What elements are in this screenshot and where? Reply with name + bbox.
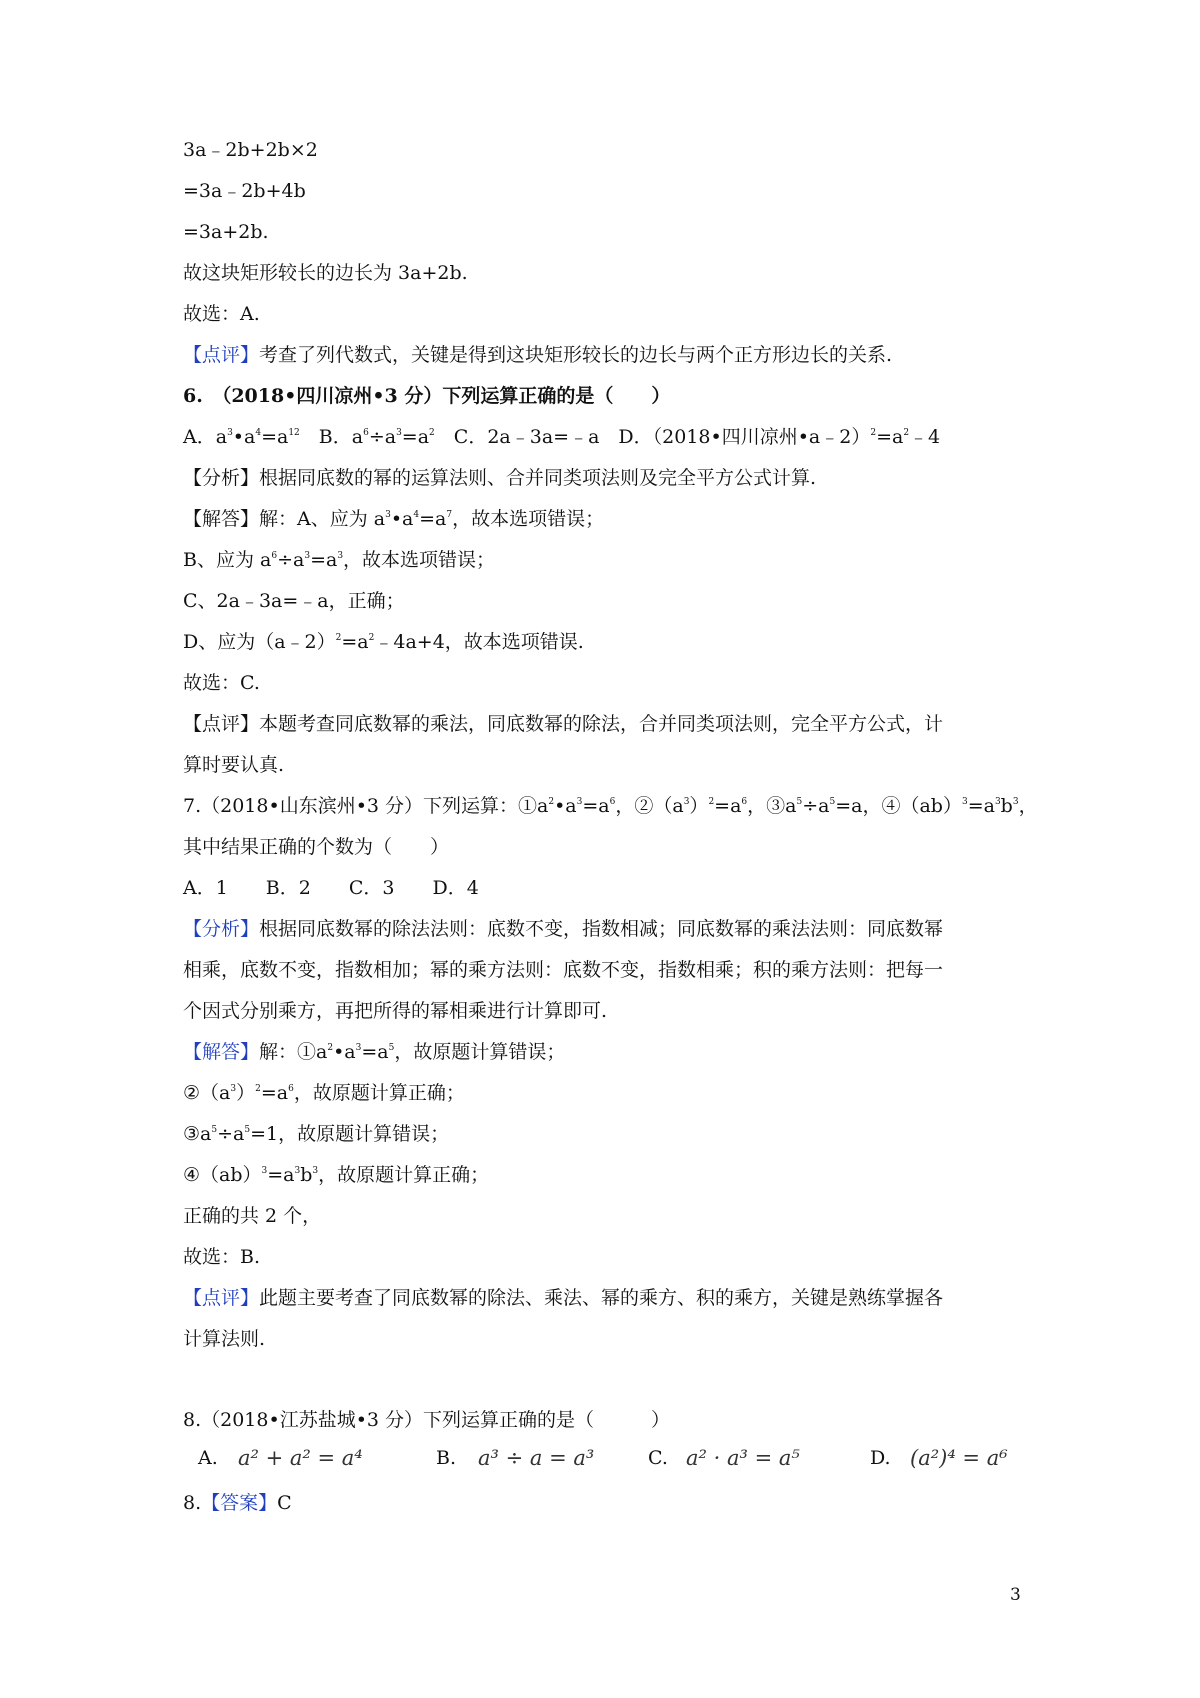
sup: 2 xyxy=(255,1084,261,1094)
q7-choice: 故选：B. xyxy=(183,1246,261,1268)
q6-solution-b xyxy=(183,547,495,573)
text: =a xyxy=(582,795,610,817)
sup: 3 xyxy=(227,428,233,438)
text: 根据同底数幂的除法法则：底数不变，指数相减；同底数幂的乘法法则：同底数幂 xyxy=(259,918,944,940)
sup: 3 xyxy=(294,1166,301,1176)
sup: 3 xyxy=(1012,797,1019,807)
comment-tag: 【点评】 xyxy=(183,1287,260,1309)
sup: 3 xyxy=(312,1166,319,1176)
q7-solution-2 xyxy=(183,1080,465,1106)
question-6-options xyxy=(183,424,940,450)
sup: 5 xyxy=(211,1125,218,1135)
sup: 12 xyxy=(288,428,300,438)
text: ，故本选项错误； xyxy=(452,508,605,530)
question-7-title xyxy=(183,793,1038,819)
text: =1，故原题计算错误； xyxy=(250,1123,450,1145)
text: =a，④（ab） xyxy=(835,795,962,817)
text: ，故原题计算正确； xyxy=(293,1082,465,1104)
text: =a xyxy=(341,631,369,653)
sup: 2 xyxy=(429,428,435,438)
answer-number: 8. xyxy=(183,1492,202,1514)
q6-choice: 故选：C. xyxy=(183,672,260,694)
text: ﹣4a+4，故本选项错误. xyxy=(374,631,584,653)
calc-line-1: 3a﹣2b+2b×2 xyxy=(183,139,318,161)
text: ，故原题计算正确； xyxy=(318,1164,490,1186)
q6-opt-b: B．a xyxy=(299,426,364,448)
q6-opt-b-mid: ÷a xyxy=(368,426,397,448)
sup: 3 xyxy=(355,1043,362,1053)
text: ÷a xyxy=(802,795,830,817)
text: ） xyxy=(689,795,709,817)
text: ÷a xyxy=(217,1123,245,1145)
sup: 5 xyxy=(244,1125,251,1135)
q8-opt-a-label: A. xyxy=(198,1447,218,1469)
q7-solution-4 xyxy=(183,1162,489,1188)
q6-comment-1: 【点评】本题考查同底数幂的乘法，同底数幂的除法，合并同类项法则，完全平方公式，计 xyxy=(183,713,944,735)
q6-solution-c: C、2a﹣3a=﹣a，正确； xyxy=(183,590,405,612)
answer-tag: 【答案】 xyxy=(201,1492,278,1514)
sup: 3 xyxy=(961,797,968,807)
comment-text: 考查了列代数式，关键是得到这块矩形较长的边长与两个正方形边长的关系. xyxy=(259,344,893,366)
text: •a xyxy=(390,508,414,530)
text: ④（ab） xyxy=(183,1164,262,1186)
text: b xyxy=(1000,795,1013,817)
text: =a xyxy=(260,1082,289,1104)
question-7-options: A．1 B．2 C．3 D．4 xyxy=(183,877,479,899)
text: ，故本选项错误； xyxy=(343,549,496,571)
text: B、应为 a xyxy=(183,549,272,571)
sup: 3 xyxy=(304,551,311,561)
text: ， xyxy=(1018,795,1038,817)
q7-solution-3 xyxy=(183,1121,449,1147)
q8-opt-c-expr: a² · a³ = a⁵ xyxy=(686,1446,800,1470)
q6-opt-d: D．（2018•四川凉州•a﹣2） xyxy=(618,426,871,448)
sup: 6 xyxy=(271,551,278,561)
calc-line-2: =3a﹣2b+4b xyxy=(183,180,306,202)
q8-opt-b-expr: a³ ÷ a = a³ xyxy=(478,1446,595,1470)
sup: 2 xyxy=(327,1043,334,1053)
text: ） xyxy=(236,1082,256,1104)
text: =a xyxy=(361,1041,389,1063)
sup: 3 xyxy=(994,797,1001,807)
text: D、应为（a﹣2） xyxy=(183,631,336,653)
sup: 6 xyxy=(288,1084,294,1094)
question-7-line2: 其中结果正确的个数为（ ） xyxy=(183,836,450,858)
sup: 2 xyxy=(335,633,342,643)
sup: 2 xyxy=(870,428,877,438)
q7-analysis-1 xyxy=(183,916,943,942)
text: 解：①a xyxy=(259,1041,328,1063)
sup: 3 xyxy=(683,797,690,807)
q7-comment-1 xyxy=(183,1285,943,1311)
sup: 2 xyxy=(548,797,555,807)
text: =a xyxy=(967,795,995,817)
text: 7.（2018•山东滨州•3 分）下列运算：①a xyxy=(183,795,549,817)
text: •a xyxy=(333,1041,356,1063)
sup: 5 xyxy=(796,797,803,807)
text: 此题主要考查了同底数幂的除法、乘法、幂的乘方、积的乘方，关键是熟练掌握各 xyxy=(259,1287,944,1309)
q6-analysis: 【分析】根据同底数的幂的运算法则、合并同类项法则及完全平方公式计算. xyxy=(183,467,817,489)
text: ③a xyxy=(183,1123,212,1145)
text: =a xyxy=(310,549,338,571)
text: =a xyxy=(267,1164,295,1186)
q8-opt-b-label: B. xyxy=(436,1447,457,1469)
sup: 3 xyxy=(337,551,344,561)
question-6-title xyxy=(183,383,670,409)
sup: 3 xyxy=(230,1084,237,1094)
q6-opt-b-eq: =a xyxy=(401,426,430,448)
text: b xyxy=(300,1164,313,1186)
question-8-title: 8.（2018•江苏盐城•3 分）下列运算正确的是（ ） xyxy=(183,1409,671,1431)
q8-opt-c-label: C. xyxy=(648,1447,668,1469)
text: ÷a xyxy=(277,549,305,571)
q8-opt-a-expr: a² + a² = a⁴ xyxy=(238,1446,363,1470)
text: =a xyxy=(714,795,742,817)
sup: 4 xyxy=(413,510,420,520)
sup: 6 xyxy=(363,428,369,438)
page-number: 3 xyxy=(1010,1585,1021,1605)
q7-count: 正确的共 2 个， xyxy=(183,1205,322,1227)
q6-opt-a: A．a xyxy=(183,426,228,448)
text: ，③a xyxy=(747,795,797,817)
analysis-tag: 【分析】 xyxy=(183,918,260,940)
q7-comment-2: 计算法则. xyxy=(183,1328,266,1350)
sup: 3 xyxy=(261,1166,268,1176)
q7-analysis-3: 个因式分别乘方，再把所得的幂相乘进行计算即可. xyxy=(183,1000,608,1022)
text: =a xyxy=(419,508,447,530)
sup: 6 xyxy=(609,797,616,807)
q6-comment-2: 算时要认真. xyxy=(183,754,285,776)
q7-analysis-2: 相乘，底数不变，指数相加；幂的乘方法则：底数不变，指数相乘；积的乘方法则：把每一 xyxy=(183,959,944,981)
text: •a xyxy=(554,795,577,817)
sup: 5 xyxy=(829,797,836,807)
q8-opt-d-label: D. xyxy=(870,1447,891,1469)
q6-opt-c: C．2a﹣3a=﹣a xyxy=(434,426,619,448)
sup: 2 xyxy=(708,797,715,807)
sup: 3 xyxy=(385,510,391,520)
sup: 6 xyxy=(741,797,748,807)
q8-opt-d-expr: (a²)⁴ = a⁶ xyxy=(910,1446,1008,1470)
text: 【解答】解：A、应为 a xyxy=(183,508,386,530)
sup: 3 xyxy=(396,428,402,438)
text: ，故原题计算错误； xyxy=(394,1041,566,1063)
sup: 2 xyxy=(368,633,375,643)
solution-tag: 【解答】 xyxy=(183,1041,260,1063)
sup: 5 xyxy=(388,1043,395,1053)
q8-answer xyxy=(183,1490,292,1516)
sup: 3 xyxy=(576,797,583,807)
text: ，②（a xyxy=(615,795,684,817)
conclusion-line: 故这块矩形较长的边长为 3a+2b. xyxy=(183,262,468,284)
q6-solution-d xyxy=(183,629,584,655)
q6-solution-a xyxy=(183,506,604,532)
comment-tag: 【点评】 xyxy=(183,344,260,366)
comment-line xyxy=(183,342,892,368)
question-6-text: 6. （2018•四川凉州•3 分）下列运算正确的是（ ） xyxy=(183,385,671,407)
q7-solution-1 xyxy=(183,1039,565,1065)
answer-value: C xyxy=(277,1492,292,1514)
sup: 7 xyxy=(446,510,453,520)
q6-opt-a-eq: =a xyxy=(261,426,289,448)
q6-opt-a-mid: •a xyxy=(232,426,256,448)
q6-opt-d-eq: =a xyxy=(876,426,904,448)
choice-line: 故选：A. xyxy=(183,303,260,325)
text: ②（a xyxy=(183,1082,231,1104)
calc-line-3: =3a+2b. xyxy=(183,221,269,243)
q6-opt-d-post: ﹣4 xyxy=(909,426,941,448)
sup: 2 xyxy=(903,428,910,438)
sup: 4 xyxy=(255,428,262,438)
